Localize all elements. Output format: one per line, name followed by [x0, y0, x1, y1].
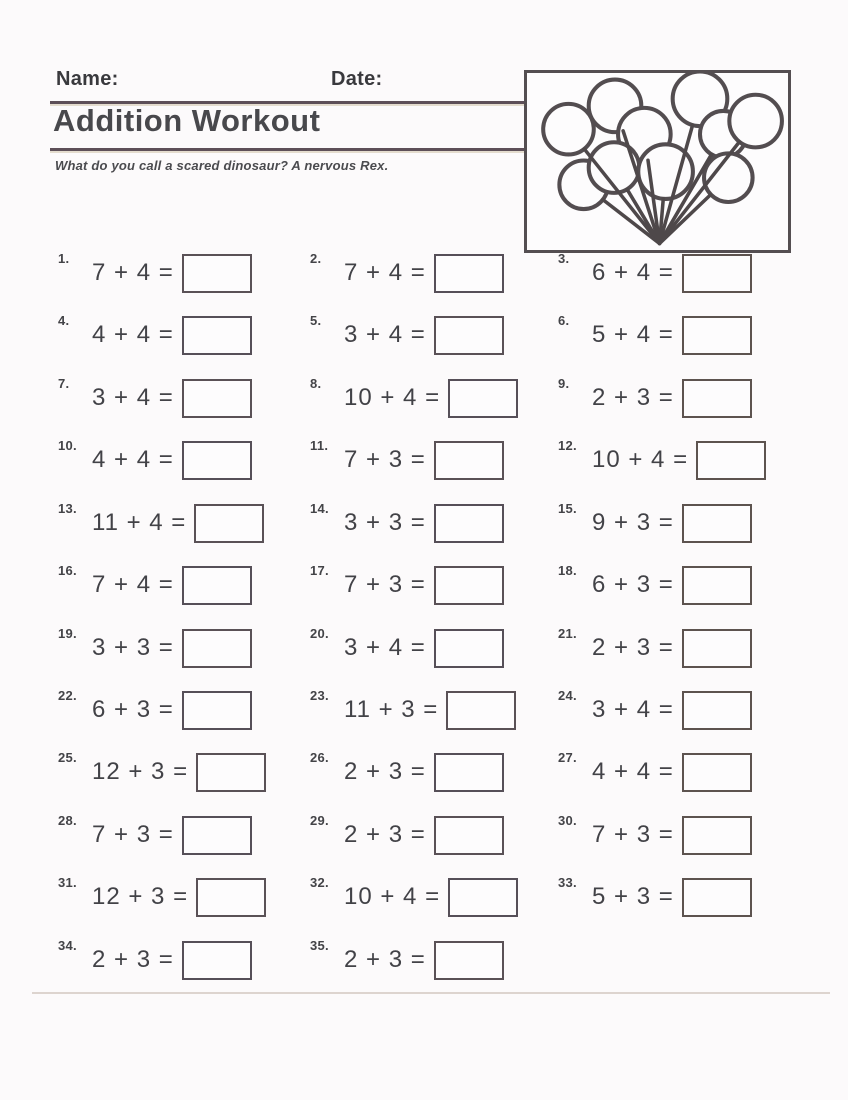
answer-box[interactable]	[434, 629, 504, 668]
answer-box[interactable]	[682, 753, 752, 792]
problem	[58, 554, 252, 616]
problem-expression: 3 + 4 =	[344, 321, 426, 348]
problem	[558, 617, 752, 679]
answer-box[interactable]	[682, 379, 752, 418]
problem	[58, 929, 252, 991]
problem-number: 20.	[310, 626, 329, 641]
problem-number: 21.	[558, 626, 577, 641]
answer-box[interactable]	[682, 878, 752, 917]
problem-expression: 4 + 4 =	[92, 321, 174, 348]
problem-expression: 2 + 3 =	[344, 946, 426, 973]
problem-expression: 2 + 3 =	[92, 946, 174, 973]
problem	[558, 429, 766, 491]
answer-box[interactable]	[446, 691, 516, 730]
problem-expression: 7 + 4 =	[344, 259, 426, 286]
problem-number: 5.	[310, 313, 322, 328]
problem-number: 2.	[310, 251, 322, 266]
problem-expression: 5 + 4 =	[592, 321, 674, 348]
problem-number: 7.	[58, 376, 70, 391]
problem-number: 34.	[58, 938, 77, 953]
problem	[58, 804, 252, 866]
problem	[310, 429, 504, 491]
problem	[58, 679, 252, 741]
problem-number: 3.	[558, 251, 570, 266]
problem-number: 35.	[310, 938, 329, 953]
answer-box[interactable]	[682, 316, 752, 355]
problem-expression: 11 + 4 =	[92, 509, 187, 536]
answer-box[interactable]	[682, 629, 752, 668]
answer-box[interactable]	[682, 566, 752, 605]
answer-box[interactable]	[182, 816, 252, 855]
problem-expression: 7 + 3 =	[344, 571, 426, 598]
problem-number: 29.	[310, 813, 329, 828]
answer-box[interactable]	[682, 816, 752, 855]
problem-number: 31.	[58, 875, 77, 890]
problem	[310, 304, 504, 366]
page-title: Addition Workout	[53, 103, 321, 138]
joke-text: What do you call a scared dinosaur? A nervous Rex.	[55, 158, 389, 173]
answer-box[interactable]	[194, 504, 264, 543]
problem-expression: 3 + 3 =	[344, 509, 426, 536]
problem	[558, 741, 752, 803]
answer-box[interactable]	[182, 254, 252, 293]
problem-number: 15.	[558, 501, 577, 516]
problem	[58, 617, 252, 679]
problem	[58, 304, 252, 366]
problem-number: 8.	[310, 376, 322, 391]
problem-number: 24.	[558, 688, 577, 703]
problem	[310, 804, 504, 866]
problem-number: 6.	[558, 313, 570, 328]
answer-box[interactable]	[434, 941, 504, 980]
answer-box[interactable]	[182, 566, 252, 605]
footer-rule	[32, 992, 830, 994]
problem-number: 28.	[58, 813, 77, 828]
answer-box[interactable]	[448, 379, 518, 418]
problem-expression: 9 + 3 =	[592, 509, 674, 536]
problem-expression: 5 + 3 =	[592, 883, 674, 910]
answer-box[interactable]	[434, 254, 504, 293]
problem-expression: 2 + 3 =	[344, 821, 426, 848]
answer-box[interactable]	[448, 878, 518, 917]
problem	[310, 554, 504, 616]
problem-expression: 3 + 4 =	[592, 696, 674, 723]
problem	[558, 679, 752, 741]
problem-expression: 6 + 4 =	[592, 259, 674, 286]
problem-expression: 3 + 4 =	[344, 634, 426, 661]
problem-number: 32.	[310, 875, 329, 890]
problem-number: 18.	[558, 563, 577, 578]
problem-expression: 11 + 3 =	[344, 696, 439, 723]
answer-box[interactable]	[696, 441, 766, 480]
answer-box[interactable]	[182, 316, 252, 355]
problem	[58, 367, 252, 429]
problem	[58, 741, 266, 803]
problem-number: 23.	[310, 688, 329, 703]
answer-box[interactable]	[182, 629, 252, 668]
problem-number: 9.	[558, 376, 570, 391]
problem-expression: 7 + 4 =	[92, 259, 174, 286]
problem	[310, 242, 504, 304]
problem	[58, 429, 252, 491]
answer-box[interactable]	[434, 753, 504, 792]
problem-expression: 4 + 4 =	[592, 758, 674, 785]
problem	[558, 554, 752, 616]
problem-expression: 7 + 4 =	[92, 571, 174, 598]
problem-expression: 2 + 3 =	[344, 758, 426, 785]
problem	[58, 242, 252, 304]
problem-number: 11.	[310, 438, 329, 453]
answer-box[interactable]	[434, 566, 504, 605]
problem	[310, 679, 516, 741]
name-label: Name:	[56, 68, 119, 90]
answer-box[interactable]	[196, 753, 266, 792]
problem-number: 10.	[58, 438, 77, 453]
problem-number: 26.	[310, 750, 329, 765]
problem	[558, 804, 752, 866]
problem-expression: 10 + 4 =	[592, 446, 689, 473]
answer-box[interactable]	[182, 941, 252, 980]
problem-expression: 4 + 4 =	[92, 446, 174, 473]
problem-number: 4.	[58, 313, 70, 328]
answer-box[interactable]	[434, 441, 504, 480]
problem	[58, 492, 264, 554]
problem-expression: 3 + 3 =	[92, 634, 174, 661]
problem-number: 1.	[58, 251, 70, 266]
problem-number: 19.	[58, 626, 77, 641]
problem	[558, 866, 752, 928]
problem	[310, 492, 504, 554]
answer-box[interactable]	[434, 504, 504, 543]
problem-number: 22.	[58, 688, 77, 703]
problem-expression: 2 + 3 =	[592, 384, 674, 411]
problem-expression: 12 + 3 =	[92, 883, 189, 910]
problem-expression: 7 + 3 =	[344, 446, 426, 473]
problem	[58, 866, 266, 928]
answer-box[interactable]	[182, 441, 252, 480]
problem-expression: 12 + 3 =	[92, 758, 189, 785]
date-label: Date:	[331, 68, 383, 90]
problem	[558, 304, 752, 366]
problem-expression: 2 + 3 =	[592, 634, 674, 661]
problem-expression: 6 + 3 =	[592, 571, 674, 598]
answer-box[interactable]	[182, 379, 252, 418]
problem-expression: 7 + 3 =	[592, 821, 674, 848]
problem	[310, 617, 504, 679]
answer-box[interactable]	[682, 254, 752, 293]
problem-expression: 10 + 4 =	[344, 883, 441, 910]
problem	[310, 741, 504, 803]
problem-number: 30.	[558, 813, 577, 828]
problem-number: 27.	[558, 750, 577, 765]
problem-expression: 6 + 3 =	[92, 696, 174, 723]
answer-box[interactable]	[682, 504, 752, 543]
problem-number: 12.	[558, 438, 577, 453]
problem-number: 25.	[58, 750, 77, 765]
problem	[310, 367, 518, 429]
answer-box[interactable]	[434, 316, 504, 355]
problem-number: 16.	[58, 563, 77, 578]
problem-number: 14.	[310, 501, 329, 516]
answer-box[interactable]	[434, 816, 504, 855]
answer-box[interactable]	[196, 878, 266, 917]
answer-box[interactable]	[682, 691, 752, 730]
problem	[310, 929, 504, 991]
problem-number: 17.	[310, 563, 329, 578]
problem-expression: 10 + 4 =	[344, 384, 441, 411]
problem-number: 33.	[558, 875, 577, 890]
problem	[558, 492, 752, 554]
problem	[310, 866, 518, 928]
problem	[558, 242, 752, 304]
problem	[558, 367, 752, 429]
answer-box[interactable]	[182, 691, 252, 730]
problem-number: 13.	[58, 501, 77, 516]
problem-expression: 3 + 4 =	[92, 384, 174, 411]
problem-expression: 7 + 3 =	[92, 821, 174, 848]
